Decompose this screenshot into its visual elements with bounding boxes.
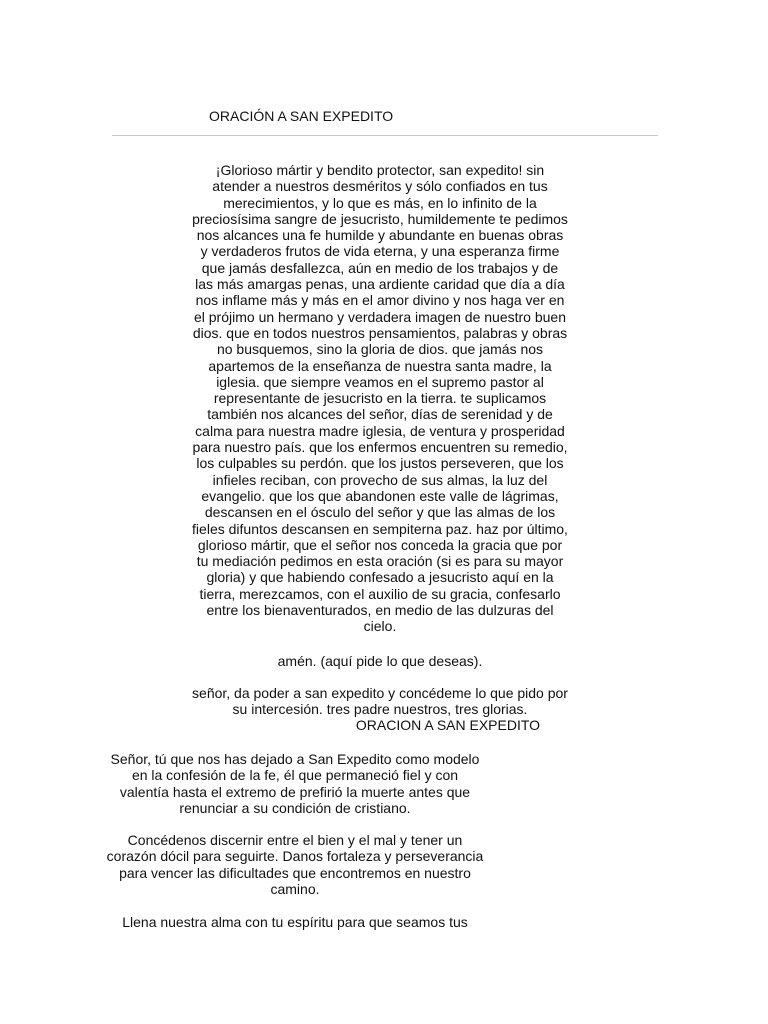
text-line: en la confesión de la fe, él que permaneció fiel y con bbox=[131, 767, 459, 784]
prayer-paragraph-4 bbox=[40, 914, 550, 930]
text-line: su intercesión. tres padre nuestros, tres glorias. bbox=[232, 701, 528, 718]
text-line: gloria) y que habiendo confesado a jesucristo aquí en la bbox=[206, 569, 554, 586]
text-line: nos inflame más y más en el amor divino y nos haga ver en bbox=[195, 292, 565, 309]
text-line: atender a nuestros desméritos y sólo confiados en tus bbox=[212, 178, 548, 195]
title-divider bbox=[112, 135, 658, 136]
text-line: señor, da poder a san expedito y concédeme lo que pido por bbox=[192, 685, 568, 701]
text-line: descansen en el ósculo del señor y que las almas de los bbox=[204, 504, 556, 521]
text-line: corazón dócil para seguirte. Danos fortaleza y perseverancia bbox=[106, 848, 484, 865]
text-line: dios. que en todos nuestros pensamientos, palabras y obras bbox=[192, 324, 568, 341]
text-line: camino. bbox=[270, 880, 320, 897]
text-line: el prójimo un hermano y verdadera imagen de nuestro buen bbox=[193, 308, 566, 325]
text-line: evangelio. que los que abandonen este valle de lágrimas, bbox=[201, 487, 559, 504]
text-line: entre los bienaventurados, en medio de las dulzuras del bbox=[206, 602, 554, 619]
text-line: tierra, merezcamos, con el auxilio de su gracia, confesarlo bbox=[199, 585, 561, 602]
text-line: merecimientos, y lo que es más, en lo infinito de la bbox=[223, 194, 537, 211]
text-line: apartemos de la enseñanza de nuestra santa madre, la bbox=[208, 357, 552, 374]
amen-line: amén. (aquí pide lo que deseas). bbox=[277, 653, 483, 669]
prayer-paragraph-1 bbox=[140, 162, 620, 635]
text-line: preciosísima sangre de jesucristo, humildemente te pedimos bbox=[192, 210, 568, 227]
text-line: fieles difuntos descansen en sempiterna paz. haz por último, bbox=[192, 520, 568, 537]
text-line: también nos alcances del señor, días de serenidad y de bbox=[207, 406, 553, 423]
prayer-title-2: ORACION A SAN EXPEDITO bbox=[355, 717, 541, 733]
text-line: que jamás desfallezca, aún en medio de los trabajos y de bbox=[201, 259, 559, 276]
text-line: infieles reciban, con provecho de sus almas, la luz del bbox=[212, 471, 548, 488]
text-line: Llena nuestra alma con tu espíritu para que seamos tus bbox=[122, 914, 468, 930]
text-line: Señor, tú que nos has dejado a San Expedito como modelo bbox=[110, 751, 480, 767]
prayer-paragraph-2 bbox=[40, 751, 550, 816]
petition-paragraph bbox=[140, 685, 620, 718]
text-line: ¡Glorioso mártir y bendito protector, san expedito! sin bbox=[215, 162, 545, 178]
text-line: para nuestro país. que los enfermos encuentren su remedio, bbox=[192, 439, 568, 456]
text-line: y verdaderos frutos de vida eterna, y una esperanza firme bbox=[200, 243, 560, 260]
text-line: cielo. bbox=[363, 618, 397, 635]
text-line: nos alcances una fe humilde y abundante en buenas obras bbox=[196, 227, 564, 244]
text-line: las más amargas penas, una ardiente caridad que día a día bbox=[195, 276, 565, 293]
prayer-title-1: ORACIÓN A SAN EXPEDITO bbox=[209, 108, 394, 124]
text-line: no busquemos, sino la gloria de dios. que jamás nos bbox=[216, 341, 544, 358]
prayer-paragraph-3 bbox=[40, 832, 550, 897]
text-line: tu mediación pedimos en esta oración (si es para su mayor bbox=[196, 553, 564, 570]
text-line: Concédenos discernir entre el bien y el mal y tener un bbox=[127, 832, 463, 848]
text-line: calma para nuestra madre iglesia, de ventura y prosperidad bbox=[195, 422, 565, 439]
text-line: los culpables su perdón. que los justos perseveren, que los bbox=[196, 455, 564, 472]
text-line: representante de jesucristo en la tierra. te suplicamos bbox=[213, 390, 547, 407]
text-line: iglesia. que siempre veamos en el supremo pastor al bbox=[216, 373, 544, 390]
text-line: glorioso mártir, que el señor nos conceda la gracia que por bbox=[197, 536, 563, 553]
text-line: renunciar a su condición de cristiano. bbox=[179, 799, 411, 816]
text-line: para vencer las dificultades que encontremos en nuestro bbox=[119, 864, 471, 881]
text-line: valentía hasta el extremo de prefirió la muerte antes que bbox=[119, 783, 471, 800]
